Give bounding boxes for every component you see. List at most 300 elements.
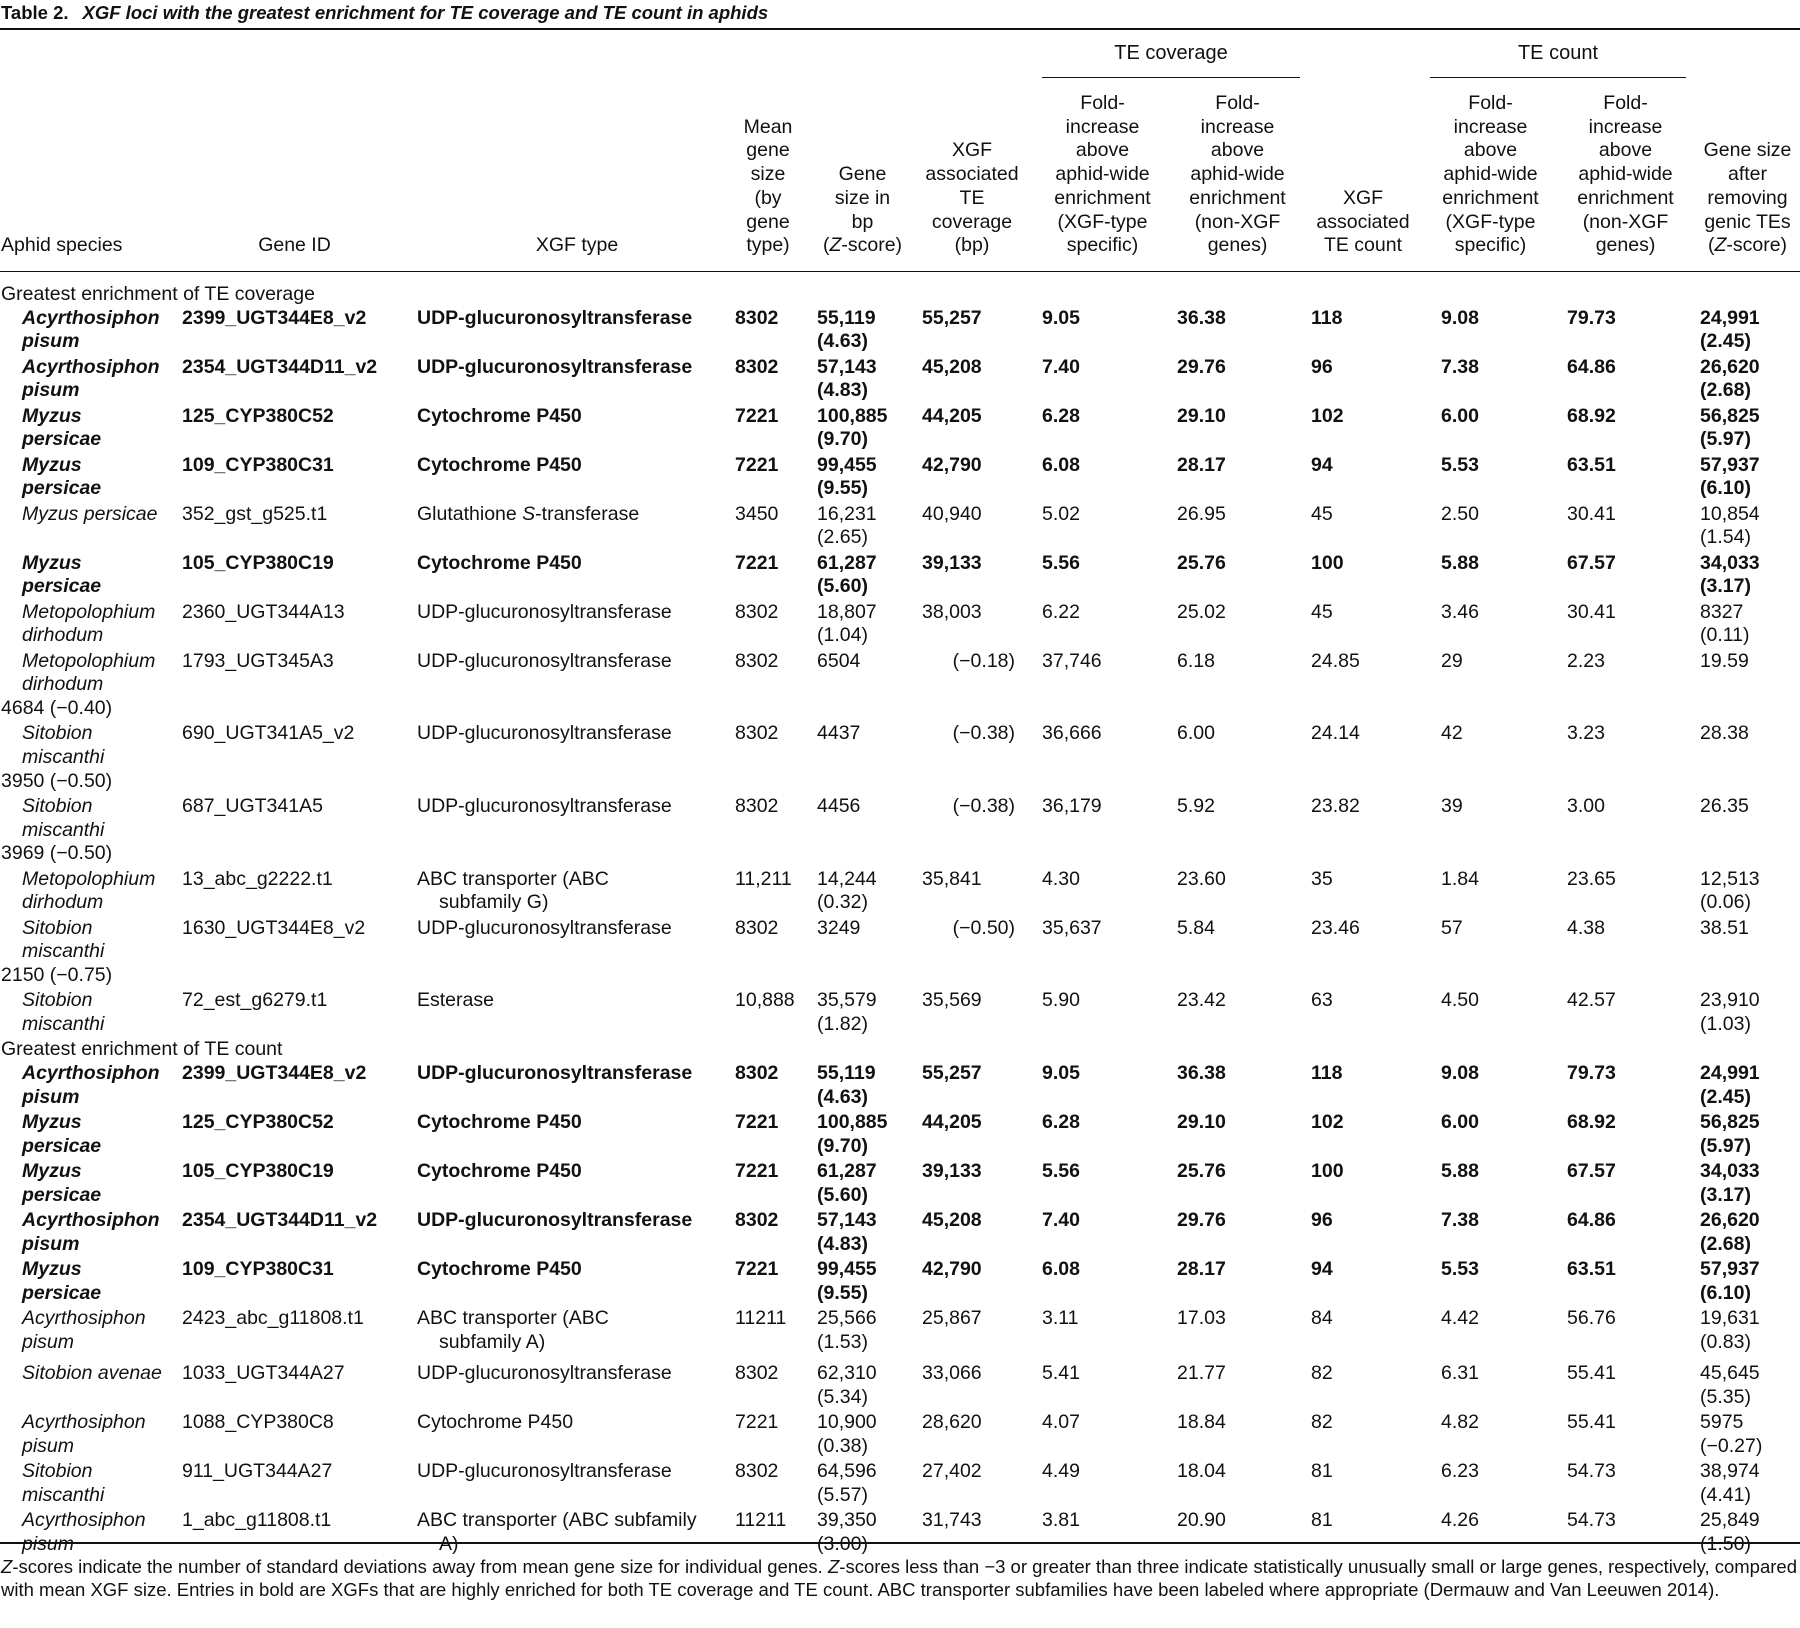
cell-cnt [1311,552,1401,576]
cell-line: (6.10) [1700,477,1751,500]
cell-line: (0.38) [817,1434,868,1457]
cell-cnt [1311,1460,1401,1484]
cell-species [22,795,172,842]
cell-line: (1.54) [1700,526,1751,549]
cell-fn1 [1177,1460,1267,1484]
cell-line: 27,402 [922,1460,982,1483]
cell-gene [182,1258,407,1282]
cell-line: 79.73 [1567,1062,1616,1085]
z-italic: Z [827,1556,840,1577]
cell-line: 5.02 [1042,502,1080,525]
cell-mean [735,1258,815,1282]
header-line: specific) [1066,234,1139,257]
cell-cov [922,1509,1017,1533]
cell-cov [922,1258,1017,1282]
cell-line: 23.65 [1567,867,1616,890]
cell-fn2 [1567,1160,1657,1184]
table-row [0,307,1800,356]
cell-line: A) [439,1532,459,1555]
cell-cnt [1311,1160,1401,1184]
cell-cnt [1311,1062,1401,1086]
cell-line: 6504 [817,649,861,672]
cell-line: 9.08 [1441,306,1479,329]
cell-cov [922,1062,1017,1086]
cell-line: (4.63) [817,330,868,353]
cell-line: 105_CYP380C19 [182,551,334,574]
cell-line: Sitobion [22,1460,93,1483]
cell-species [22,307,172,354]
cell-fn1 [1177,722,1267,746]
cell-fx1 [1042,503,1132,527]
cell-line: 24,991 [1700,1062,1760,1085]
cell-type [417,1411,737,1435]
cell-line: 84 [1311,1307,1333,1330]
cell-species [22,1160,172,1207]
header-line: (non-XGF [1194,210,1281,233]
cell-line: 96 [1311,355,1333,378]
cell-line: 17.03 [1177,1307,1226,1330]
cell-line: 1793_UGT345A3 [182,649,334,672]
cell-line: 5.53 [1441,1258,1479,1281]
cell-fn2 [1567,405,1657,429]
cell-line: 5.56 [1042,1160,1080,1183]
cell-line: Acyrthosiphon [22,1062,160,1085]
cell-fn2 [1567,503,1657,527]
cell-line: (9.55) [817,477,868,500]
cell-line: 29.10 [1177,1111,1226,1134]
cell-line: 7.38 [1441,355,1479,378]
cell-line: 57,937 [1700,1258,1760,1281]
cell-line: miscanthi [22,940,105,963]
header-fold-cnt-non [1563,0,1688,258]
table-row [0,552,1800,601]
cell-line: 18.04 [1177,1460,1226,1483]
cell-line: 30.41 [1567,502,1616,525]
cell-line: UDP-glucuronosyltransferase [417,1362,672,1385]
cell-line: (4.83) [817,379,868,402]
cell-line: (0.83) [1700,1330,1751,1353]
cell-line: 68.92 [1567,404,1616,427]
header-line: associated [1316,210,1410,233]
cell-mean [735,650,815,674]
cell-species [22,1460,172,1507]
footnote-text: Z-scores indicate the number of standard deviations away from mean gene size for individual genes. Z-scores less than −3 or greater than three indicate statistically unusually small or large genes, respectively, compared with mean XGF size. Entries in bold are XGFs that are highly enriched for both TE coverage and TE count. ABC transporter subfamilies have been labeled where appropriate (Dermauw and Van Leeuwen 2014). [1,1556,1797,1600]
cell-line: 44,205 [922,404,982,427]
cell-line: 14,244 [817,867,877,890]
cell-gene [182,989,407,1013]
header-line: (Z-score) [1707,234,1788,257]
cell-line: 56,825 [1700,404,1760,427]
cell-line: (1.82) [817,1013,868,1036]
cell-line: 34,033 [1700,551,1760,574]
cell-line: Metopolophium [22,649,156,672]
header-line: enrichment [1577,186,1674,209]
cell-type [417,868,737,915]
cell-fx1 [1042,1460,1132,1484]
cell-cnt [1311,405,1401,429]
cell-line: 6.28 [1042,404,1080,427]
cell-line: dirhodum [22,673,104,696]
cell-gs [1700,650,1800,674]
table-row [0,1160,1800,1209]
z-italic: Z [829,234,842,257]
cell-size [817,405,912,452]
header-line: aphid-wide [1190,163,1285,186]
cell-line: 36,179 [1042,795,1102,818]
cell-gene [182,405,407,429]
header-count [1308,0,1418,258]
cell-line: 61,287 [817,551,877,574]
cell-line: 8302 [735,1362,779,1385]
cell-size [817,1258,912,1305]
cell-mean [735,1411,815,1435]
table-footnote [1,1555,1797,1601]
cell-fn2 [1567,601,1657,625]
cell-fx2 [1441,1460,1531,1484]
cell-type [417,601,737,625]
cell-line: (1.04) [817,624,868,647]
cell-line: 13_abc_g2222.t1 [182,867,333,890]
cell-line: 35 [1311,867,1333,890]
cell-line: subfamily G) [439,891,549,914]
cell-line: 56.76 [1567,1307,1616,1330]
header-line: aphid-wide [1055,163,1150,186]
cell-fn1 [1177,1307,1267,1331]
cell-line: 39 [1441,795,1463,818]
cell-line: (4.41) [1700,1483,1751,1506]
header-line: Gene ID [258,234,331,257]
cell-line: 5.84 [1177,916,1215,939]
header-line: specific) [1454,234,1527,257]
cell-size [817,1411,912,1458]
cell-cnt [1311,503,1401,527]
cell-cnt [1311,989,1401,1013]
cell-line: Myzus [22,404,82,427]
cell-line: 29.76 [1177,1209,1226,1232]
cell-line: 5.56 [1042,551,1080,574]
cell-line: (0.11) [1700,624,1750,647]
cell-size [817,1509,912,1556]
header-line: coverage [931,210,1013,233]
cell-size [817,1062,912,1109]
cell-gs [1700,1460,1800,1507]
cell-line: 5975 [1700,1411,1744,1434]
cell-gs [1700,552,1800,599]
cell-fx1 [1042,405,1132,429]
cell-line: 12,513 [1700,867,1760,890]
cell-line: 63.51 [1567,453,1616,476]
cell-fx2 [1441,1111,1531,1135]
header-line: Fold- [1080,92,1125,115]
cell-type [417,454,737,478]
cell-line: (4.63) [817,1085,868,1108]
cell-species [22,650,172,697]
cell-fx2 [1441,503,1531,527]
cell-fn2 [1567,1111,1657,1135]
cell-cov [922,1160,1017,1184]
cell-line: 8302 [735,795,779,818]
cell-type [417,1460,737,1484]
cell-mean [735,1307,815,1331]
cell-line: 7.38 [1441,1209,1479,1232]
cell-line: 4.26 [1441,1509,1479,1532]
cell-line: 42 [1441,722,1463,745]
table-row [0,1209,1800,1258]
cell-line: 7.40 [1042,1209,1080,1232]
cell-gene [182,1160,407,1184]
cell-fx1 [1042,1111,1132,1135]
cell-gs [1700,795,1800,819]
cell-line: 35,637 [1042,916,1102,939]
cell-line: 28.38 [1700,722,1749,745]
cell-species [22,1111,172,1158]
cell-line: 4.50 [1441,989,1479,1012]
cell-fn1 [1177,650,1267,674]
cell-line: UDP-glucuronosyltransferase [417,795,672,818]
cell-cov [918,795,1015,819]
cell-fn1 [1177,1411,1267,1435]
cell-species [22,405,172,452]
cell-line: 102 [1311,404,1344,427]
cell-fn2 [1567,1209,1657,1233]
cell-line: (1.53) [817,1330,868,1353]
header-line: (by [754,186,782,209]
cell-line: 25,867 [922,1307,982,1330]
cell-line: 16,231 [817,502,877,525]
cell-line: 690_UGT341A5_v2 [182,722,355,745]
header-xgf-type [417,0,737,258]
cell-gs [1700,989,1800,1036]
header-line: bp [851,210,874,233]
cell-line: 55,119 [817,306,876,329]
cell-type [417,1258,737,1282]
cell-gene [182,1411,407,1435]
cell-type [417,1111,737,1135]
cell-gene [182,454,407,478]
cell-type [417,307,737,331]
header-line: size [750,163,786,186]
cell-line: 6.00 [1441,404,1479,427]
cell-line: 7221 [735,404,779,427]
cell-line: Sitobion [22,989,93,1012]
italic-s: S [522,502,536,525]
cell-fx1 [1042,989,1132,1013]
cell-size [817,503,912,550]
cell-line: Myzus [22,453,82,476]
table-row [0,1460,1800,1509]
cell-line: 3450 [735,502,779,525]
cell-fx1 [1042,650,1132,674]
cell-line: persicae [22,575,102,598]
cell-line: 56,825 [1700,1111,1760,1134]
table-row [0,601,1800,650]
cell-gene [182,650,407,674]
cell-gene [182,1062,407,1086]
cell-fn2 [1567,1362,1657,1386]
cell-fn1 [1177,356,1267,380]
cell-line: pisum [22,1085,80,1108]
cell-line: 7221 [735,1411,779,1434]
z-italic: Z [1714,234,1727,257]
cell-line: 6.22 [1042,600,1080,623]
cell-line: 19.59 [1700,649,1749,672]
cell-line: 26.95 [1177,502,1226,525]
cell-gs [1700,307,1800,354]
cell-fx2 [1441,1362,1531,1386]
cell-fn1 [1177,989,1267,1013]
cell-line: Myzus [22,551,82,574]
cell-fx1 [1042,454,1132,478]
cell-fn1 [1177,1209,1267,1233]
cell-mean [735,722,815,746]
cell-cnt [1311,1209,1401,1233]
wrapped-cell-text: 2150 (−0.75) [1,964,113,987]
cell-line: 64,596 [817,1460,877,1483]
cell-line: (9.70) [817,428,868,451]
cell-line: 45 [1311,502,1333,525]
cell-line: 352_gst_g525.t1 [182,502,328,525]
cell-size [817,454,912,501]
cell-species [22,1062,172,1109]
cell-line: 57,937 [1700,453,1760,476]
cell-line: 4.38 [1567,916,1605,939]
cell-species [22,356,172,403]
cell-cnt [1311,1258,1401,1282]
cell-fn1 [1177,552,1267,576]
cell-size [817,989,912,1036]
cell-line: 109_CYP380C31 [182,1258,334,1281]
cell-line: 8327 [1700,600,1744,623]
cell-line: 2354_UGT344D11_v2 [182,1209,378,1232]
header-line: XGF [951,139,993,162]
cell-size [817,795,912,819]
cell-mean [735,1062,815,1086]
cell-fx2 [1441,601,1531,625]
cell-line: Acyrthosiphon [22,1509,146,1532]
cell-line: 118 [1311,306,1343,329]
wrapped-cell-text: 3969 (−0.50) [1,842,113,865]
cell-cnt [1311,1362,1401,1386]
cell-line: dirhodum [22,891,104,914]
cell-line: 5.88 [1441,551,1479,574]
cell-line: (2.45) [1700,1085,1751,1108]
cell-line: (5.60) [817,575,868,598]
cell-line: 45 [1311,600,1333,623]
cell-line: 39,133 [922,1160,982,1183]
cell-line: 118 [1311,1062,1343,1085]
cell-size [817,1160,912,1207]
cell-line: 42,790 [922,1258,982,1281]
header-line: (Z-score) [822,234,903,257]
cell-species [22,1411,172,1458]
cell-cov [918,722,1015,746]
header-line: XGF type [535,234,619,257]
cell-line: 1088_CYP380C8 [182,1411,334,1434]
table-row [0,1362,1800,1411]
cell-fn2 [1567,454,1657,478]
cell-line: 1_abc_g11808.t1 [182,1509,332,1532]
cell-line: 100,885 [817,404,888,427]
cell-species [22,1362,172,1386]
header-line: Aphid species [1,234,123,257]
cell-gene [182,868,407,892]
cell-fx2 [1441,1160,1531,1184]
cell-mean [735,1111,815,1135]
header-rule [0,271,1800,272]
cell-line: 28,620 [922,1411,982,1434]
cell-line: 102 [1311,1111,1344,1134]
cell-fn2 [1567,650,1657,674]
cell-line: 29.76 [1177,355,1226,378]
wrapped-cell-text: 3950 (−0.50) [1,769,113,792]
cell-line: Myzus persicae [22,502,158,525]
cell-fn2 [1567,1411,1657,1435]
cell-fx2 [1441,1509,1531,1533]
cell-cnt [1311,795,1401,819]
cell-species [22,868,172,915]
cell-gs [1700,1062,1800,1109]
table-row [0,1111,1800,1160]
cell-line: 3.00 [1567,795,1605,818]
cell-fx1 [1042,1258,1132,1282]
cell-line: 82 [1311,1411,1333,1434]
cell-fx2 [1441,868,1531,892]
header-gene-id [182,0,407,258]
cell-line: 10,854 [1700,502,1760,525]
cell-line: persicae [22,1134,102,1157]
cell-line: 55.41 [1567,1411,1616,1434]
cell-line: 6.23 [1441,1460,1479,1483]
cell-line: miscanthi [22,1483,105,1506]
cell-line: Cytochrome P450 [417,404,582,427]
cell-line: 96 [1311,1209,1333,1232]
cell-line: 105_CYP380C19 [182,1160,334,1183]
cell-gene [182,1111,407,1135]
cell-line: 45,208 [922,1209,982,1232]
cell-line: 55,257 [922,306,982,329]
cell-cnt [1311,307,1401,331]
cell-line: (1.50) [1700,1532,1751,1555]
cell-line: 11,211 [735,867,792,890]
cell-line: 4.49 [1042,1460,1080,1483]
cell-line: 3.23 [1567,722,1605,745]
wrapped-cell-text: 4684 (−0.40) [1,697,113,720]
cell-fn2 [1567,1509,1657,1533]
cell-line: 30.41 [1567,600,1616,623]
cell-size [817,1209,912,1256]
cell-line: 19,631 [1700,1307,1760,1330]
cell-line: 79.73 [1567,306,1616,329]
cell-species [22,503,172,527]
cell-cov [922,1209,1017,1233]
cell-line: 40,940 [922,502,982,525]
cell-species [22,1307,172,1354]
cell-fx1 [1042,1362,1132,1386]
cell-gs [1700,1160,1800,1207]
cell-line: UDP-glucuronosyltransferase [417,1062,693,1085]
header-line: Gene [838,163,887,186]
cell-line: 7221 [735,551,779,574]
cell-fx1 [1042,1160,1132,1184]
cell-line: 2354_UGT344D11_v2 [182,355,378,378]
cell-line: Myzus [22,1111,82,1134]
header-line: Fold- [1215,92,1260,115]
cell-line: pisum [22,1532,75,1555]
header-line: aphid-wide [1578,163,1673,186]
cell-mean [735,1362,815,1386]
cell-line: 8302 [735,600,779,623]
cell-line: 23.82 [1311,795,1360,818]
